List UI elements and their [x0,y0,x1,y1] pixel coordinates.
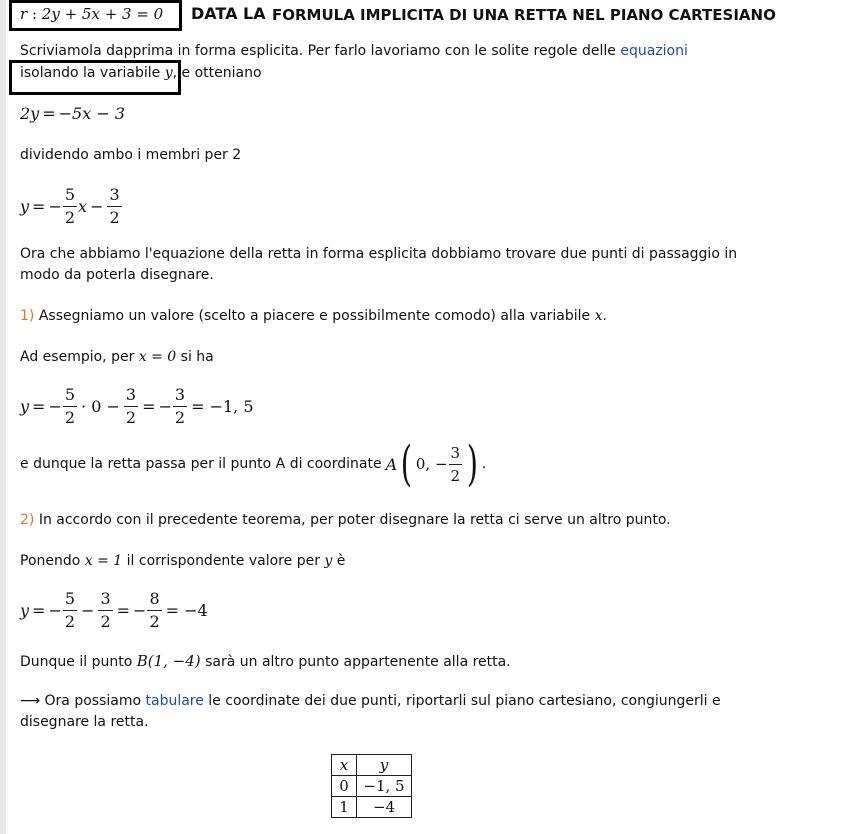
table-row [332,797,412,818]
paragraph-x1: Ponendo x = 1 il corrispondente valore per y è [20,553,346,569]
step-1-number: 1) [20,308,35,324]
link-equazioni[interactable]: equazioni [620,43,688,59]
table-cell: −1, 5 [357,776,412,797]
coordinates-table [331,754,412,818]
table-cell: 1 [332,797,357,818]
table-row [332,776,412,797]
table-header-row [332,755,412,776]
table-cell: 0 [332,776,357,797]
fraction-3-2: $\frac{3}{2}$ [109,185,120,227]
equation-x0: y = − $\frac{5}{2}$ · 0 − $\frac{3}{2}$ = − $\frac{3}{2}$ = −1, 5 [20,385,254,427]
paragraph-find-points-2: modo da poterla disegnare. [20,267,214,283]
fraction-5-2: $\frac{5}{2}$ [64,185,76,227]
paragraph-tabulate-1: ⟶ Ora possiamo tabulare le coordinate dei due punti, riportarli sul piano cartesiano, congiungerli e [20,693,721,709]
paragraph-point-b: Dunque il punto B(1, −4) sarà un altro punto appartenente alla retta. [20,652,511,670]
arrow-icon: ⟶ [20,693,41,709]
step-2-number: 2) [20,512,35,528]
equation-2y: 2y = −5x − 3 [20,104,125,123]
paragraph-isolate-variable: isolando la variabile y, e otteniano [20,65,262,81]
table-header-x: x [332,755,357,776]
paragraph-point-a: e dunque la retta passa per il punto A di coordinate A ( 0, − $\frac{3}{2}$ ) . [20,436,487,492]
paragraph-tabulate-2: disegnare la retta. [20,714,149,730]
paragraph-divide: dividendo ambo i membri per 2 [20,147,242,163]
header-equation: r : 2y + 5x + 3 = 0 [20,5,164,23]
step-2: 2) In accordo con il precedente teorema, per poter disegnare la retta ci serve un altro punto. [20,512,671,528]
paragraph-find-points-1: Ora che abbiamo l'equazione della retta in forma esplicita dobbiamo trovare due punti di passaggio in [20,246,738,262]
header-title: FORMULA IMPLICITA DI UNA RETTA NEL PIANO CARTESIANO [272,6,776,24]
step-1: 1) Assegniamo un valore (scelto a piacere e possibilmente comodo) alla variabile x. [20,308,607,324]
para1-text: Scriviamola dapprima in forma esplicita. Per farlo lavoriamo con le solite regole delle [20,43,621,59]
table-header-y: y [357,755,412,776]
equation-explicit: y = − $\frac{5}{2}$ x − $\frac{3}{2}$ [20,185,120,227]
link-tabulare[interactable]: tabulare [145,693,204,709]
table-cell: −4 [357,797,412,818]
header-left-label: DATA LA [191,4,266,23]
paragraph-example: Ad esempio, per x = 0 si ha [20,349,214,365]
equation-x1: y = − $\frac{5}{2}$ − $\frac{3}{2}$ = − $\frac{8}{2}$ = −4 [20,589,208,631]
paragraph-explicit-form [20,43,688,59]
left-margin-bar [0,0,6,834]
